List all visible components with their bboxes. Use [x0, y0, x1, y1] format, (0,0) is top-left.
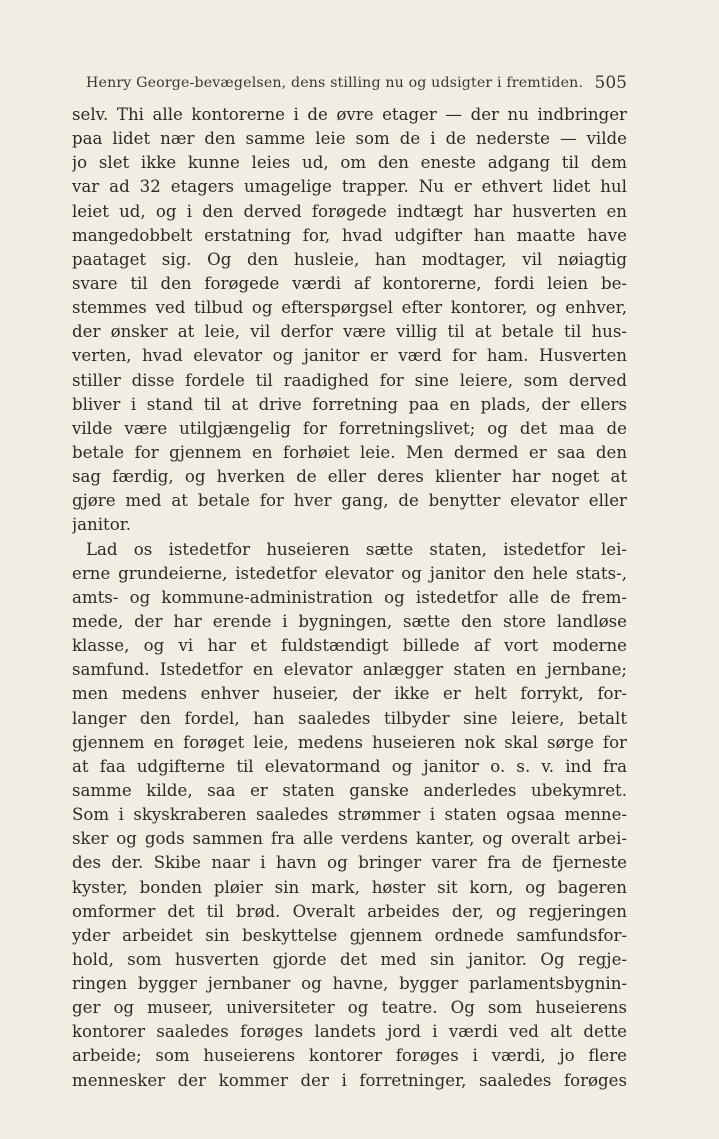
text-line: yder arbeidet sin beskyttelse gjennem ordnede samfundsfor-	[72, 925, 627, 945]
text-line: hold, som husverten gjorde det med sin janitor. Og regje-	[72, 949, 627, 969]
text-line: betale for gjennem en forhøiet leie. Men dermed er saa den	[72, 442, 627, 462]
text-line: gjennem en forøget leie, medens huseieren nok skal sørge for	[72, 732, 627, 752]
text-line: stemmes ved tilbud og efterspørgsel efter kontorer, og enhver,	[72, 298, 627, 318]
text-line: Som i skyskraberen saaledes strømmer i staten ogsaa menne-	[72, 805, 627, 825]
text-line: Lad os istedetfor huseieren sætte staten, istedetfor lei-	[86, 539, 627, 559]
text-line: der ønsker at leie, vil derfor være villig til at betale til hus-	[72, 322, 627, 342]
text-line: mennesker der kommer der i forretninger, saaledes forøges	[72, 1070, 627, 1090]
text-line: klasse, og vi har et fuldstændigt billede af vort moderne	[72, 636, 627, 656]
text-line: selv. Thi alle kontorerne i de øvre etager — der nu indbringer	[72, 105, 627, 124]
text-line: stiller disse fordele til raadighed for sine leiere, som derved	[72, 370, 627, 390]
body-text	[72, 103, 627, 1093]
text-line: ger og museer, universiteter og teatre. Og som huseierens	[72, 998, 627, 1018]
text-line: kontorer saaledes forøges landets jord i værdi ved alt dette	[72, 1022, 627, 1042]
text-line: men medens enhver huseier, der ikke er helt forrykt, for-	[72, 684, 627, 704]
text-line: svare til den forøgede værdi af kontorerne, fordi leien be-	[72, 273, 627, 293]
page-header	[86, 73, 627, 97]
text-line: omformer det til brød. Overalt arbeides der, og regjeringen	[72, 901, 627, 921]
text-line: janitor.	[72, 515, 132, 535]
text-line: sker og gods sammen fra alle verdens kanter, og overalt arbei-	[72, 829, 627, 849]
text-line: vilde være utilgjængelig for forretningslivet; og det maa de	[72, 418, 627, 438]
text-line: paa lidet nær den samme leie som de i de nederste — vilde	[72, 129, 627, 149]
text-line: des der. Skibe naar i havn og bringer varer fra de fjerneste	[72, 853, 627, 873]
text-line: var ad 32 etagers umagelige trapper. Nu er ethvert lidet hul	[72, 177, 627, 197]
text-line: bliver i stand til at drive forretning paa en plads, der ellers	[72, 394, 627, 414]
text-line: paataget sig. Og den husleie, han modtager, vil nøiagtig	[72, 249, 627, 269]
text-line: sag færdig, og hverken de eller deres klienter har noget at	[72, 467, 627, 487]
text-line: amts- og kommune-administration og istedetfor alle de frem-	[72, 587, 627, 607]
text-line: langer den fordel, han saaledes tilbyder sine leiere, betalt	[72, 708, 627, 728]
text-line: verten, hvad elevator og janitor er værd for ham. Husverten	[72, 346, 627, 366]
text-line: kyster, bonden pløier sin mark, høster sit korn, og bageren	[72, 877, 627, 897]
text-line: at faa udgifterne til elevatormand og janitor o. s. v. ind fra	[72, 756, 627, 776]
text-line: samme kilde, saa er staten ganske anderledes ubekymret.	[72, 780, 627, 800]
text-line: erne grundeierne, istedetfor elevator og janitor den hele stats-,	[72, 563, 627, 583]
text-line: mangedobbelt erstatning for, hvad udgifter han maatte have	[72, 225, 627, 245]
text-line: jo slet ikke kunne leies ud, om den eneste adgang til dem	[72, 153, 627, 173]
text-line: arbeide; som huseierens kontorer forøges i værdi, jo flere	[72, 1046, 627, 1066]
text-line: leiet ud, og i den derved forøgede indtægt har husverten en	[72, 201, 627, 221]
text-line: ringen bygger jernbaner og havne, bygger parlamentsbygnin-	[72, 974, 627, 994]
text-line: samfund. Istedetfor en elevator anlægger staten en jernbane;	[72, 660, 627, 680]
text-line: mede, der har erende i bygningen, sætte den store landløse	[72, 611, 627, 631]
running-head: Henry George-bevægelsen, dens stilling nu og udsigter i fremtiden.	[86, 75, 584, 91]
page-number: 505	[594, 73, 627, 93]
text-line: gjøre med at betale for hver gang, de benytter elevator eller	[72, 491, 627, 511]
